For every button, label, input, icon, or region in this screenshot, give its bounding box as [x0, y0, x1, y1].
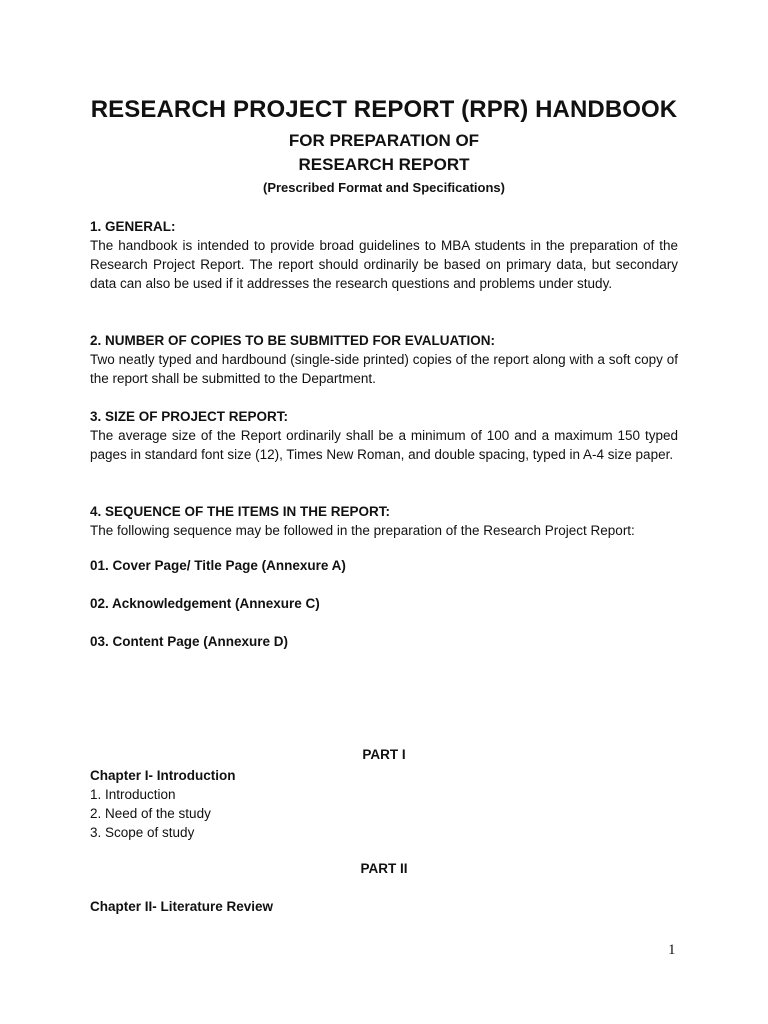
sequence-item-content-page: 03. Content Page (Annexure D) [90, 634, 289, 649]
subtitle-line-2: RESEARCH REPORT [298, 155, 470, 174]
sequence-item-acknowledgement: 02. Acknowledgement (Annexure C) [90, 596, 320, 611]
section-body: The average size of the Report ordinarily shall be a minimum of 100 and a maximum 150 typed pages in standard font size (12), Times New Roman, and double spacing, typed in A-4 size paper. [90, 428, 678, 462]
section-body: The following sequence may be followed in the preparation of the Research Project Report: [90, 523, 635, 538]
section-heading: 3. SIZE OF PROJECT REPORT: [90, 409, 289, 424]
subtitle-line-1: FOR PREPARATION OF [288, 131, 480, 150]
chapter-1-item: 3. Scope of study [90, 825, 195, 840]
section-body: Two neatly typed and hardbound (single-side printed) copies of the report along with a soft copy of the report shall be submitted to the Department. [90, 352, 678, 386]
chapter-1-title: Chapter I- Introduction [90, 768, 236, 783]
section-heading: 2. NUMBER OF COPIES TO BE SUBMITTED FOR EVALUATION: [90, 333, 496, 348]
page-number: 1 [668, 942, 676, 958]
chapter-1-block [90, 766, 678, 842]
section-size [90, 407, 678, 464]
chapter-1-item: 2. Need of the study [90, 806, 211, 821]
part-1-label: PART I [362, 747, 406, 762]
document-title: RESEARCH PROJECT REPORT (RPR) HANDBOOK [90, 96, 678, 123]
sequence-item-cover-page: 01. Cover Page/ Title Page (Annexure A) [90, 558, 346, 573]
section-copies [90, 331, 678, 388]
chapter-2-title: Chapter II- Literature Review [90, 899, 274, 914]
section-heading: 4. SEQUENCE OF THE ITEMS IN THE REPORT: [90, 504, 391, 519]
section-general [90, 217, 678, 293]
part-2-label: PART II [360, 861, 408, 876]
section-sequence [90, 502, 678, 540]
section-body: The handbook is intended to provide broad guidelines to MBA students in the preparation of the Research Project Report. The report should ordinarily be based on primary data, but secondary data can also be used if it addresses the research questions and problems under study. [90, 238, 678, 291]
chapter-1-item: 1. Introduction [90, 787, 176, 802]
subtitle-note: (Prescribed Format and Specifications) [262, 180, 505, 195]
section-heading: 1. GENERAL: [90, 219, 176, 234]
